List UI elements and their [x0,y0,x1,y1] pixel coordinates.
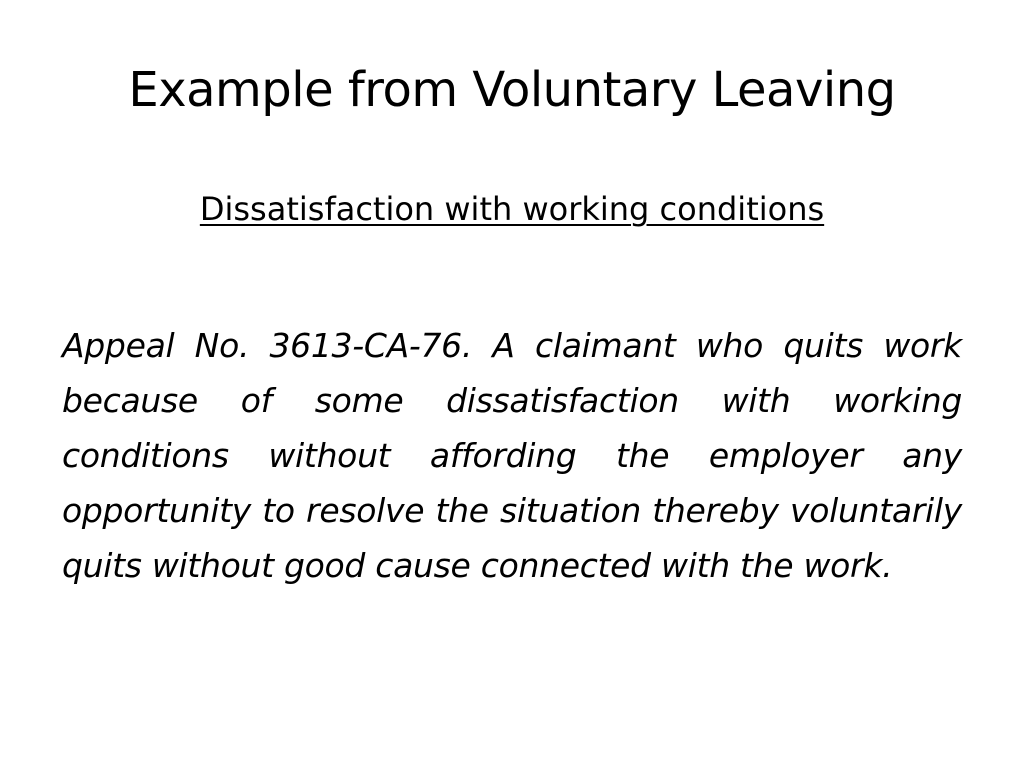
slide-subtitle-container [0,190,1024,228]
slide-subtitle: Dissatisfaction with working conditions [199,190,825,228]
slide-body-text: Appeal No. 3613-CA-76. A claimant who quits work because of some dissatisfaction with working conditions without affording the employer any opportunity to resolve the situation thereby voluntarily quits without good cause connected with the work. [62,326,962,585]
slide-title: Example from Voluntary Leaving [128,62,896,118]
